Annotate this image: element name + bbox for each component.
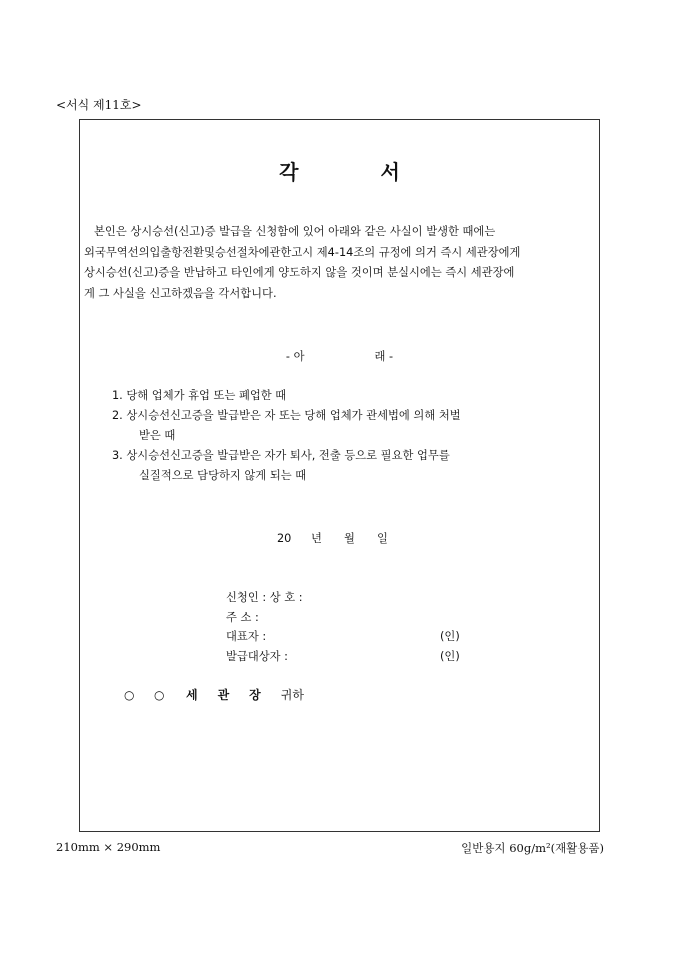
notice-heading (80, 348, 599, 364)
pledge-line: 본인은 상시승선(신고)증 발급을 신청함에 있어 아래와 같은 사실이 발생한 때에는 (94, 225, 496, 238)
pledge-body (84, 222, 593, 304)
representative-seal: (인) (440, 630, 460, 643)
customs-office: 세관장 (186, 688, 281, 702)
notice-heading-left: - 아 (285, 350, 305, 363)
form-number: <서식 제11호> (56, 98, 142, 112)
condition-list (112, 386, 461, 486)
honorific-suffix: 귀하 (280, 688, 304, 702)
pledge-line: 외국무역선의입출항전환및승선절차에관한고시 제4-14조의 규정에 의거 즉시 세관장에게 (84, 245, 521, 259)
applicant-address-label: 주 소 : (226, 610, 259, 624)
representative-label: 대표자 : (226, 630, 267, 643)
date-line (277, 530, 388, 546)
document-title: 각서 (279, 160, 482, 184)
blank-circle: ○ (154, 688, 165, 702)
date-year-unit: 년 (311, 532, 322, 545)
pledge-line: 상시승선(신고)증을 반납하고 타인에게 양도하지 않을 것이며 분실시에는 즉시 세관장에 (84, 266, 515, 279)
form-frame (79, 119, 600, 832)
condition-item: 3. 상시승선신고증을 발급받은 자가 퇴사, 전출 등으로 필요한 업무를 (112, 449, 450, 462)
date-year: 20 (277, 532, 292, 545)
date-day-unit: 일 (377, 532, 388, 545)
paper-type: 일반용지 60g/m²(재활용품) (461, 841, 604, 855)
date-month-unit: 월 (344, 532, 355, 545)
condition-item: 1. 당해 업체가 휴업 또는 폐업한 때 (112, 389, 287, 402)
condition-item-continued: 받은 때 (139, 429, 176, 442)
condition-item: 2. 상시승선신고증을 발급받은 자 또는 당해 업체가 관세법에 의해 처벌 (112, 409, 461, 422)
issuee-label: 발급대상자 : (226, 649, 288, 663)
condition-item-continued: 실질적으로 담당하지 않게 되는 때 (139, 469, 307, 482)
blank-circle: ○ (124, 688, 135, 702)
issuee-seal: (인) (440, 649, 460, 663)
notice-heading-right: 래 - (374, 350, 394, 363)
recipient-line (124, 686, 304, 703)
applicant-block (226, 588, 460, 666)
pledge-line: 게 그 사실을 신고하겠음을 각서합니다. (84, 286, 277, 300)
paper-size: 210mm × 290mm (56, 840, 161, 854)
applicant-business-name-label: 신청인 : 상 호 : (226, 591, 303, 604)
